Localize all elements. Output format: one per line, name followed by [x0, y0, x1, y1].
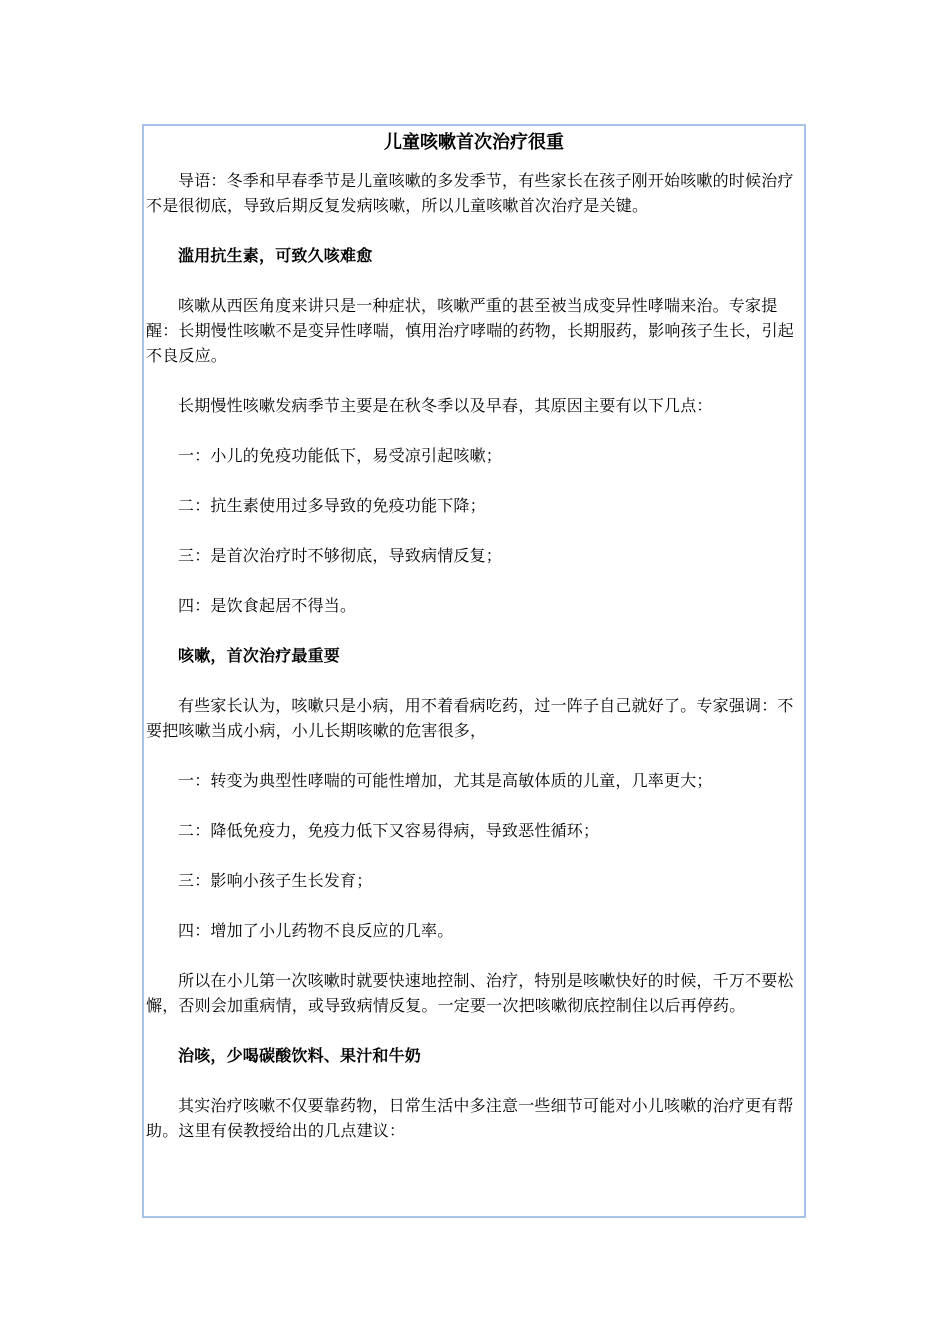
paragraph: 咳嗽从西医角度来讲只是一种症状，咳嗽严重的甚至被当成变异性哮喘来治。专家提醒：长期慢性咳嗽不是变异性哮喘，慎用治疗哮喘的药物，长期服药，影响孩子生长，引起不良反应。 — [146, 296, 795, 365]
paragraph: 其实治疗咳嗽不仅要靠药物，日常生活中多注意一些细节可能对小儿咳嗽的治疗更有帮助。这里有侯教授给出的几点建议： — [146, 1096, 794, 1140]
list-item: 一：小儿的免疫功能低下，易受凉引起咳嗽； — [178, 446, 503, 465]
list-item: 二：降低免疫力，免疫力低下又容易得病，导致恶性循环； — [178, 821, 600, 840]
list-item: 三：影响小孩子生长发育； — [178, 871, 373, 890]
paragraph: 所以在小儿第一次咳嗽时就要快速地控制、治疗，特别是咳嗽快好的时候，千万不要松懈，否则会加重病情，或导致病情反复。一定要一次把咳嗽彻底控制住以后再停药。 — [146, 971, 794, 1015]
article-frame — [142, 124, 806, 1218]
paragraph: 长期慢性咳嗽发病季节主要是在秋冬季以及早春，其原因主要有以下几点： — [178, 396, 713, 415]
list-item: 三：是首次治疗时不够彻底，导致病情反复； — [178, 546, 503, 565]
article-body — [146, 168, 802, 1143]
list-item: 一：转变为典型性哮喘的可能性增加，尤其是高敏体质的儿童，几率更大； — [178, 771, 713, 790]
list-item: 二：抗生素使用过多导致的免疫功能下降； — [178, 496, 486, 515]
paragraph-intro: 导语：冬季和早春季节是儿童咳嗽的多发季节，有些家长在孩子刚开始咳嗽的时候治疗不是很彻底，导致后期反复发病咳嗽，所以儿童咳嗽首次治疗是关键。 — [146, 171, 794, 215]
list-item: 四：增加了小儿药物不良反应的几率。 — [178, 921, 454, 940]
section-heading-first-treatment: 咳嗽，首次治疗最重要 — [178, 646, 341, 665]
section-heading-diet: 治咳，少喝碳酸饮料、果汁和牛奶 — [178, 1046, 422, 1065]
article-title: 儿童咳嗽首次治疗很重 — [384, 132, 564, 153]
list-item: 四：是饮食起居不得当。 — [178, 596, 357, 615]
paragraph: 有些家长认为，咳嗽只是小病，用不着看病吃药，过一阵子自己就好了。专家强调：不要把咳嗽当成小病，小儿长期咳嗽的危害很多， — [146, 696, 794, 740]
section-heading-antibiotics: 滥用抗生素，可致久咳难愈 — [178, 246, 373, 265]
